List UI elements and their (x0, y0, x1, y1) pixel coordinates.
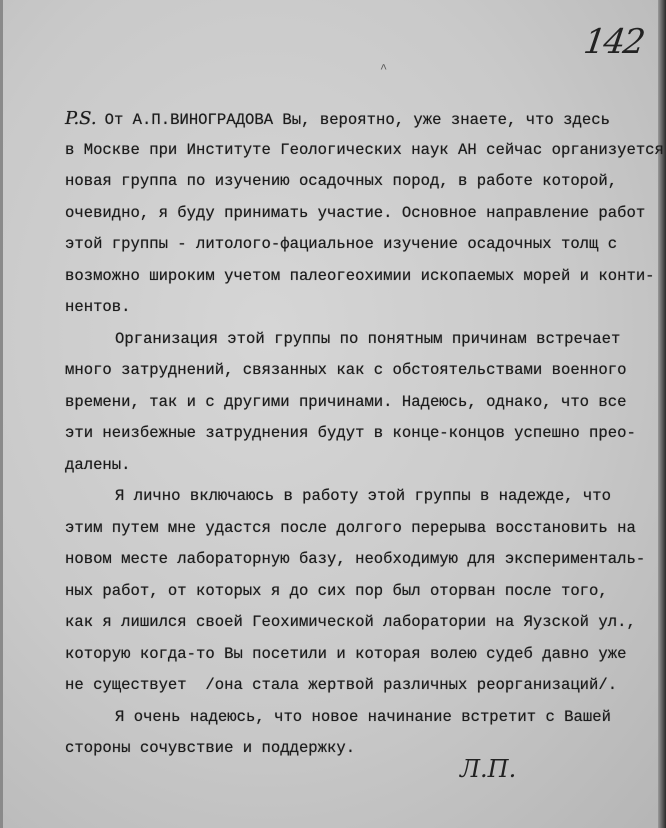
text-line: в Москве при Институте Геологических наук АН сейчас организуется (65, 140, 664, 159)
letter-body (65, 103, 666, 765)
text-line: этой группы - литолого-фациальное изучение осадочных толщ с (65, 235, 618, 253)
text-line: не существует /она стала жертвой различных реорганизаций/. (65, 676, 618, 694)
paragraph-3 (65, 481, 666, 702)
text-line: Организация этой группы по понятным причинам встречает (115, 329, 621, 348)
text-line: далены. (65, 455, 131, 474)
paragraph-1 (65, 103, 666, 324)
text-line-content: От А.П.ВИНОГРАДОВА Вы, вероятно, уже знаете, что здесь (104, 111, 610, 129)
page-number: 142 (581, 22, 646, 62)
text-line: эти неизбежные затруднения будут в конце-концов успешно прео- (65, 424, 636, 442)
text-line: как я лишился своей Геохимической лаборатории на Яузской ул., (65, 613, 636, 631)
text-line: нентов. (65, 298, 131, 316)
text-line: Я очень надеюсь, что новое начинание встретит с Вашей (115, 707, 611, 726)
text-line: новая группа по изучению осадочных пород, в работе которой, (65, 172, 618, 190)
paragraph-2 (65, 324, 666, 482)
text-line: новом месте лабораторную базу, необходимую для эксперименталь- (65, 550, 646, 568)
text-line: времени, так и с другими причинами. Надеюсь, однако, что все (65, 392, 627, 411)
scan-mark: ^ (380, 62, 388, 76)
text-line: очевидно, я буду принимать участие. Основное направление работ (65, 203, 646, 222)
text-line: которую когда-то Вы посетили и которая волею судеб давно уже (65, 644, 627, 663)
text-line: Я лично включаюсь в работу этой группы в надежде, что (115, 487, 611, 505)
text-line: стороны сочувствие и поддержку. (65, 739, 356, 757)
paragraph-4 (65, 702, 666, 765)
signature: Л.П. (460, 755, 517, 783)
postscript-mark: P.S. (65, 108, 97, 129)
text-line: возможно широким учетом палеогеохимии ископаемых морей и конти- (65, 266, 655, 285)
text-line (65, 103, 666, 135)
text-line: много затруднений, связанных как с обстоятельствами военного (65, 361, 627, 379)
text-line: этим путем мне удастся после долгого перерыва восстановить на (65, 518, 636, 537)
scan-edge-left (0, 0, 3, 828)
text-line: ных работ, от которых я до сих пор был оторван после того, (65, 581, 608, 600)
